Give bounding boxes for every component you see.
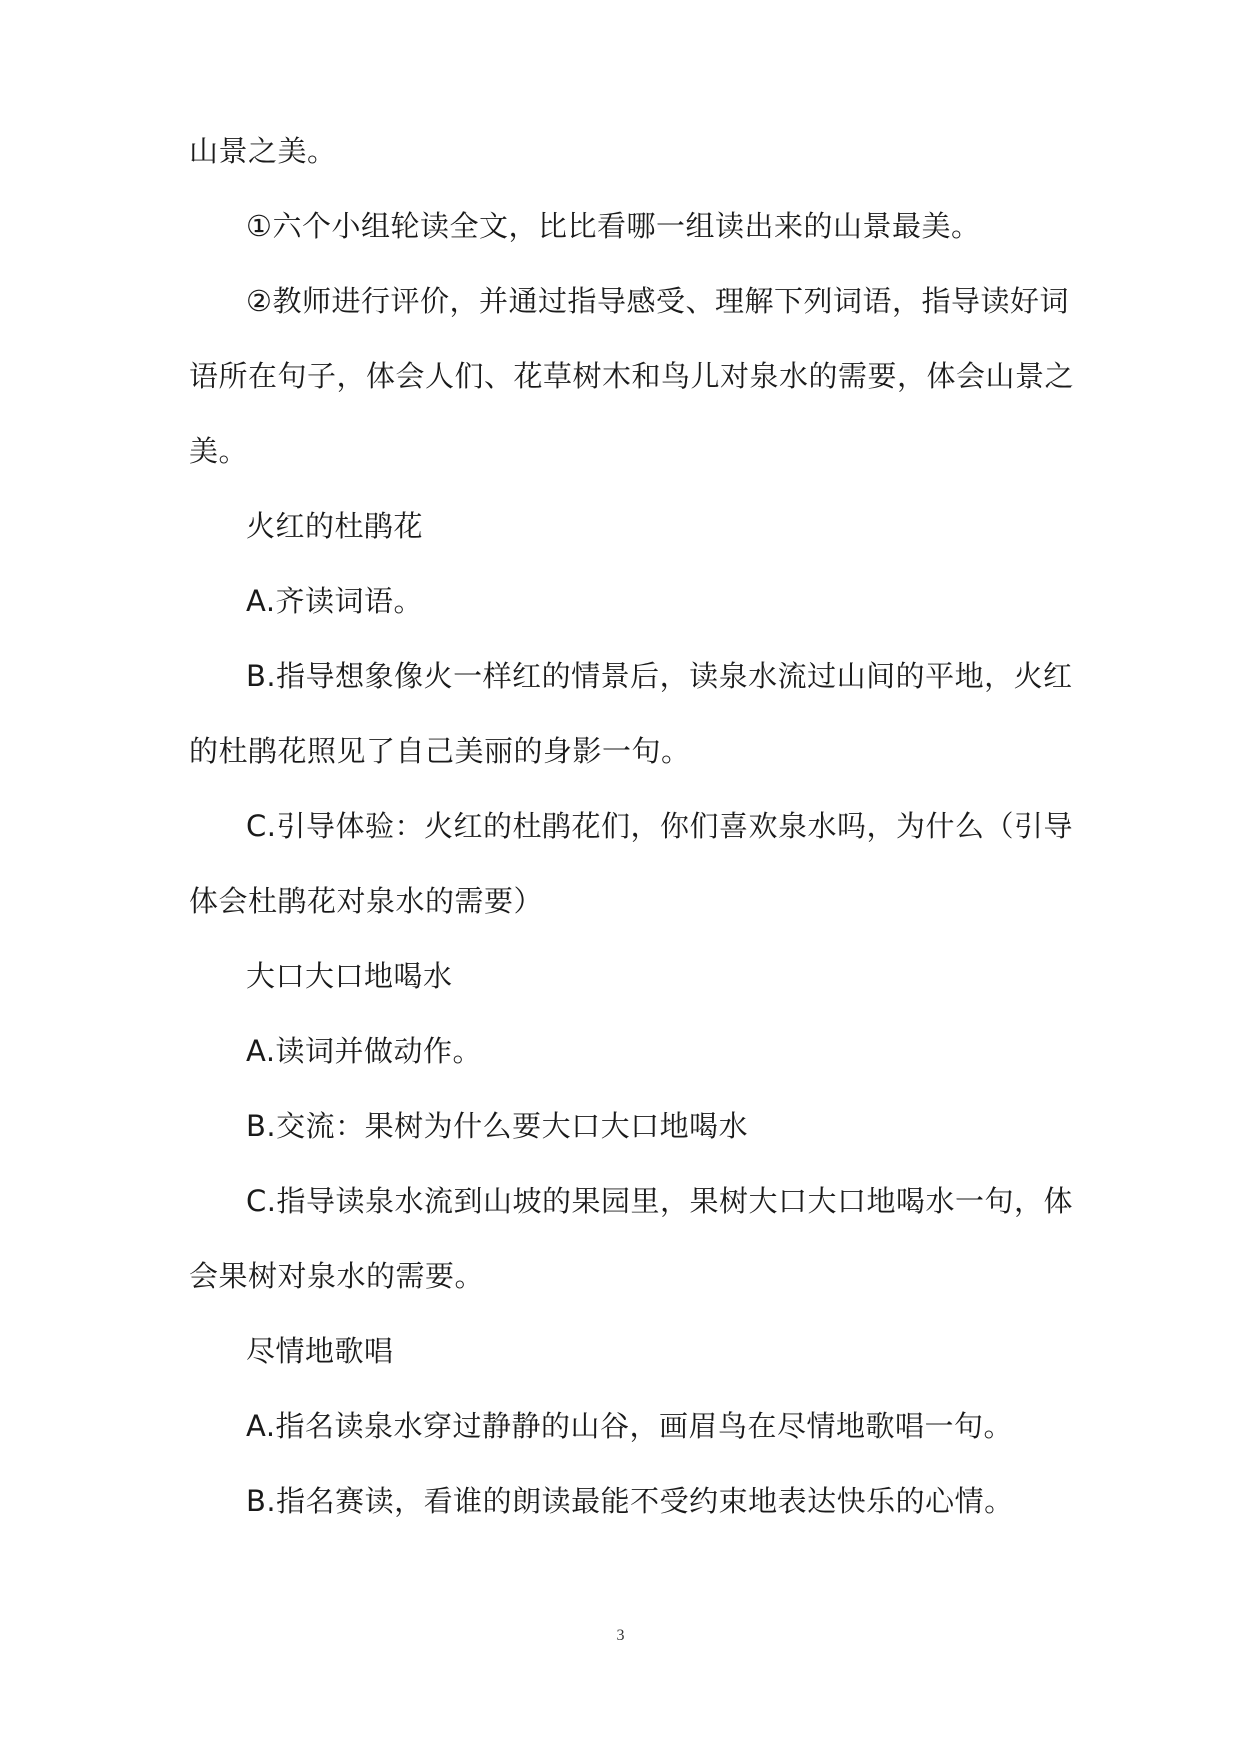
text-line: 体会杜鹃花对泉水的需要） bbox=[189, 884, 544, 918]
text-line: C.指导读泉水流到山坡的果园里，果树大口大口地喝水一句，体 bbox=[246, 1184, 1073, 1218]
text-line: 美。 bbox=[189, 434, 249, 468]
text-line: B.交流：果树为什么要大口大口地喝水 bbox=[246, 1109, 749, 1143]
text-line: B.指导想象像火一样红的情景后，读泉水流过山间的平地，火红 bbox=[246, 659, 1073, 693]
text-line: 的杜鹃花照见了自己美丽的身影一句。 bbox=[189, 734, 691, 768]
section-heading: 大口大口地喝水 bbox=[246, 959, 453, 993]
text-line: A.指名读泉水穿过静静的山谷，画眉鸟在尽情地歌唱一句。 bbox=[246, 1409, 1014, 1443]
page-number: 3 bbox=[616, 1627, 625, 1644]
text-line: ①六个小组轮读全文，比比看哪一组读出来的山景最美。 bbox=[246, 209, 981, 243]
text-line: A.读词并做动作。 bbox=[246, 1034, 483, 1068]
text-line: B.指名赛读，看谁的朗读最能不受约束地表达快乐的心情。 bbox=[246, 1484, 1014, 1518]
section-heading: 火红的杜鹃花 bbox=[246, 509, 424, 543]
text-line: 山景之美。 bbox=[189, 134, 337, 168]
text-line: 会果树对泉水的需要。 bbox=[189, 1259, 485, 1293]
section-heading: 尽情地歌唱 bbox=[246, 1334, 394, 1368]
text-line: 语所在句子，体会人们、花草树木和鸟儿对泉水的需要，体会山景之 bbox=[189, 359, 1075, 393]
text-line: A.齐读词语。 bbox=[246, 584, 424, 618]
text-line: ②教师进行评价，并通过指导感受、理解下列词语，指导读好词 bbox=[246, 284, 1069, 318]
text-line: C.引导体验：火红的杜鹃花们，你们喜欢泉水吗，为什么（引导 bbox=[246, 809, 1073, 843]
